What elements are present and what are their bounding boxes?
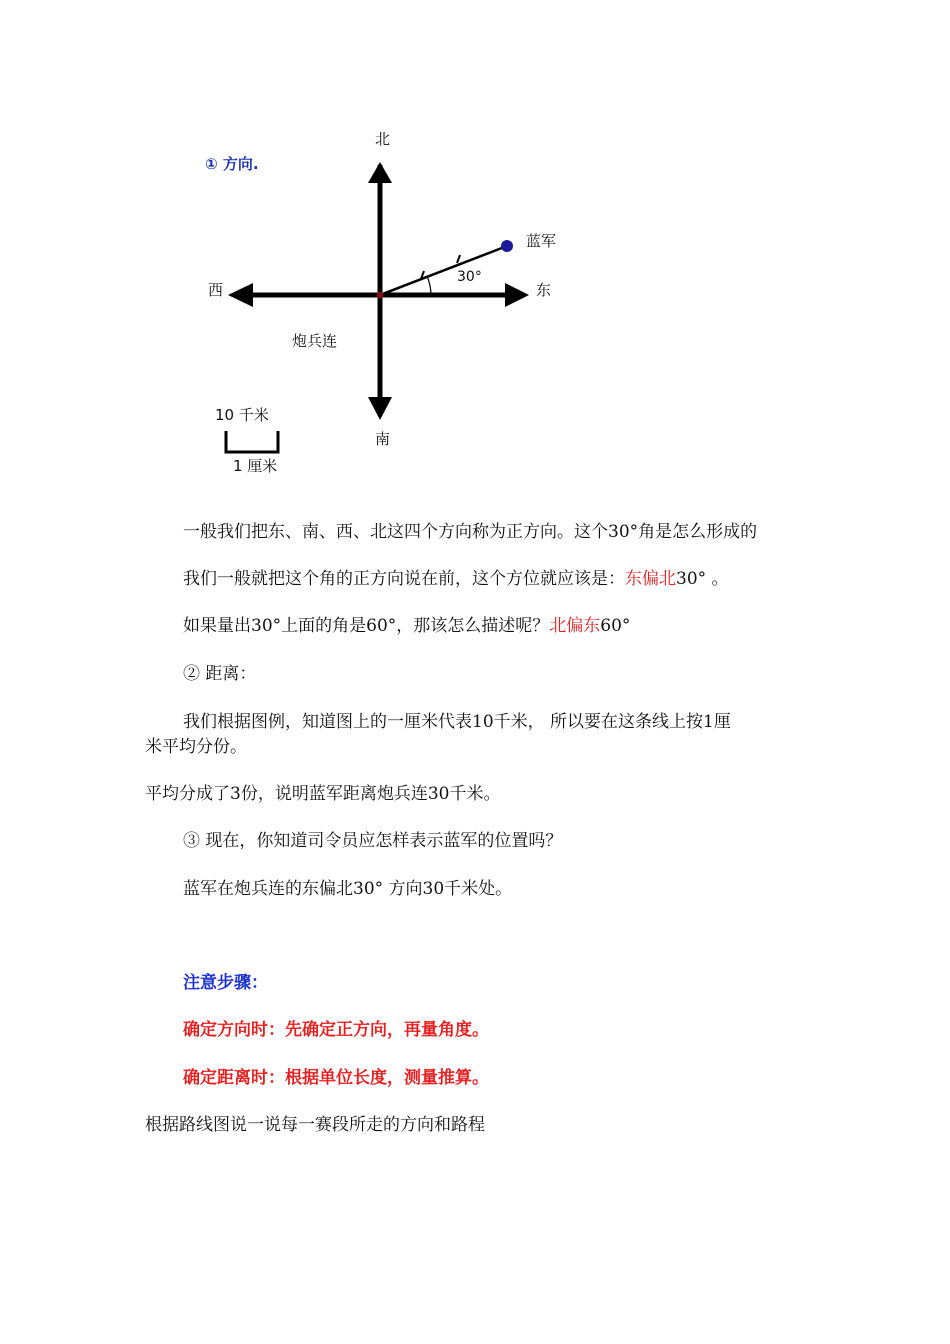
origin-label: 炮兵连 — [292, 332, 338, 350]
note-direction: 确定方向时：先确定正方向，再量角度。 — [183, 1020, 489, 1040]
scale-top-label: 10 千米 — [215, 406, 269, 424]
scale-bar — [226, 431, 278, 452]
note-title: 注意步骤： — [183, 973, 268, 993]
west-label: 西 — [208, 281, 224, 299]
paragraph-answer: 蓝军在炮兵连的东偏北30° 方向30千米处。 — [183, 879, 513, 899]
distance-tick — [457, 255, 460, 263]
target-line — [380, 246, 507, 295]
section-question: ③ 现在，你知道司令员应怎样表示蓝军的位置吗？ — [183, 831, 563, 851]
bearing-degree: 30° 。 — [676, 569, 729, 589]
compass-graphic — [195, 125, 575, 480]
east-label: 东 — [536, 281, 552, 299]
paragraph-bearing — [183, 567, 729, 591]
scale-bottom-label: 1 厘米 — [233, 457, 278, 475]
bearing-answer: 东偏北 — [625, 569, 676, 589]
north-label: 北 — [375, 130, 391, 148]
alt-bearing-degree: 60° — [600, 616, 631, 636]
angle-label: 30° — [457, 269, 482, 285]
north-arrowhead — [368, 162, 392, 183]
section-distance: ② 距离： — [183, 664, 257, 684]
angle-arc — [427, 276, 431, 295]
alt-bearing-answer: 北偏东 — [549, 616, 601, 636]
east-arrowhead — [505, 283, 529, 307]
paragraph-directions: 一般我们把东、南、西、北这四个方向称为正方向。这个30°角是怎么形成的 — [183, 522, 758, 542]
paragraph-scale-line1: 我们根据图例，知道图上的一厘米代表10千米， 所以要在这条线上按1厘 — [183, 712, 731, 732]
note-distance: 确定距离时：根据单位长度，测量推算。 — [183, 1068, 489, 1088]
origin-point — [377, 292, 384, 299]
bearing-text: 我们一般就把这个角的正方向说在前，这个方位就应该是： — [183, 569, 625, 589]
target-point — [501, 240, 513, 252]
south-label: 南 — [375, 430, 391, 448]
target-label: 蓝军 — [526, 232, 557, 250]
diagram-title: ① 方向. — [205, 155, 259, 173]
alt-bearing-text: 如果量出30°上面的角是60°，那该怎么描述呢？ — [183, 616, 550, 636]
paragraph-scale-line2: 米平均分份。 — [145, 737, 247, 757]
west-arrowhead — [228, 283, 253, 307]
direction-diagram — [195, 125, 575, 480]
paragraph-alt-bearing — [183, 614, 630, 638]
paragraph-route: 根据路线图说一说每一赛段所走的方向和路程 — [145, 1115, 485, 1135]
paragraph-result: 平均分成了3份，说明蓝军距离炮兵连30千米。 — [145, 784, 501, 804]
south-arrowhead — [368, 397, 392, 420]
